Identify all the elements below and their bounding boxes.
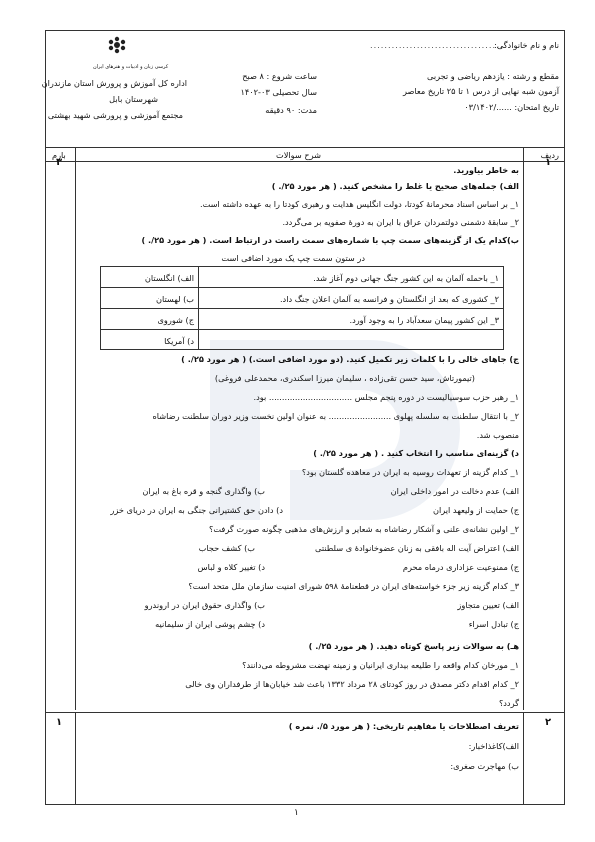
q1d-option-2c: ج) ممنوعیت عزاداری درماه محرم [402,562,519,572]
q1d-option-2a: الف) اعتراض آیت اله بافقی به زنان عضوخانوادهٔ ی سلطنتی [315,543,519,553]
divider-score [75,148,76,710]
q1d-option-3d: د) چشم پوشی ایران از سلیمانیه [155,619,265,629]
grade-field: مقطع و رشته : یازدهم ریاضی و تجربی [427,71,559,81]
q1c-title: ج) جاهای خالی را با کلمات زیر تکمیل کنید. (دو مورد اضافی است.) ( هر مورد ۲۵/. ) [181,354,519,364]
q1d-option-3a: الف) تعیین متجاوز [457,600,519,610]
q1d-option-1a: الف) عدم دخالت در امور داخلی ایران [390,486,519,496]
q1b-title: ب)کدام یک از گزینه‌های سمت چپ با شماره‌های سمت راست در ارتباط است. ( هر مورد ۲۵/. ) [141,235,519,245]
q1e-title: هـ) به سوالات زیر پاسخ کوتاه دهید. ( هر مورد ۲۵/. ) [308,641,519,651]
q1a-title: الف) جمله‌های صحیح یا غلط را مشخص کنید. ( هر مورد ۲۵/. ) [271,181,519,191]
q1c-item-2: ۲_ با انتقال سلطنت به سلسله پهلوی ........................ به عنوان اولین نخست وزیر دوران سلطنت رضاشاه [152,411,519,421]
q1d-option-1c: ج) حمایت از ولیعهد ایران [432,505,519,515]
student-name-label: نام و نام خانوادگی: [494,40,559,50]
org-line-2: شهرستان بابل [109,94,158,104]
q1e-item-2: ۲_ کدام اقدام دکتر مصدق در روز کودتای ۲۸ مرداد ۱۳۳۲ باعث شد خیابان‌ها از طرفداران وی خالی [185,679,519,689]
match-left-2: ب) لهستان [155,294,194,304]
ministry-logo-icon [100,36,134,62]
q2-score: ۱ [56,717,63,728]
column-desc: شرح سوالات [276,150,322,160]
student-name-dots: ...................................... [370,40,507,50]
org-line-1: اداره کل آموزش و پرورش استان مازندران [41,78,187,88]
q1e-item-1: ۱_ مورخان کدام واقعه را طلیعه بیداری ایرانیان و زمینه نهضت مشروطه می‌دانند؟ [242,660,519,670]
match-right-2: ۲_ کشوری که بعد از انگلستان و فرانسه به آلمان اعلان جنگ داد. [279,294,499,304]
q2-number: ۲ [545,717,552,728]
logo-caption: کرسی زبان و ادبیات و هنرهای ایران [93,64,169,70]
q1d-question-3: ۳_ کدام گزینه زیر جزء خواسته‌های ایران در قطعنامهٔ ۵۹۸ شورای امنیت سازمان ملل متحد است؟ [188,581,519,591]
q1d-option-2b: ب) کشف حجاب [198,543,255,553]
q1a-item-1: ۱_ بر اساس اسناد محرمانهٔ کودتا، دولت انگلیس هدایت و رهبری کودتا را به عهده داشته است. [199,199,519,209]
q1b-note: در ستون سمت چپ یک مورد اضافی است [221,253,365,263]
org-line-3: مجتمع آموزشی و پرورشی شهید بهشتی [47,110,183,120]
school-year: سال تحصیلی ۰۳-۱۴۰۲ [240,87,317,97]
match-right-3: ۳_ این کشور پیمان سعدآباد را به وجود آورد. [349,315,499,325]
q1-intro: به خاطر بیاورید. [453,165,519,175]
matching-row-line [100,287,504,288]
page-number: ۱ [294,808,299,818]
divider-row-2 [523,712,524,805]
exam-description: آزمون شبه نهایی از درس ۱ تا ۲۵ تاریخ معاصر [402,86,559,96]
duration: مدت: ۹۰ دقیقه [265,105,317,115]
q1d-question-1: ۱_ کدام گزینه از تعهدات روسیه به ایران در معاهده گلستان بود؟ [301,467,519,477]
q1a-item-2: ۲_ سابقهٔ دشمنی دولتمردان عراق با ایران به دورهٔ صفویه بر می‌گردد. [282,217,519,227]
q1d-title: د) گزینه‌ای مناسب را انتخاب کنید . ( هر مورد ۲۵/. ) [313,448,519,458]
matching-row-line [100,329,504,330]
match-left-3: ج) شوروی [157,315,194,325]
q2-title: تعریف اصطلاحات یا مفاهیم تاریخی: ( هر مورد ۵/. نمره ) [288,721,519,731]
match-left-4: د) آمریکا [164,336,194,346]
q1d-option-3b: ب) واگذاری حقوق ایران در اروندرو [144,600,265,610]
match-right-1: ۱_ باحمله آلمان به این کشور جنگ جهانی دوم آغاز شد. [313,273,499,283]
start-time: ساعت شروع : ۸ صبح [242,71,317,81]
q1d-option-1b: ب) واگذاری گنجه و قره باغ به ایران [142,486,265,496]
divider-score-2 [75,712,76,805]
divider-row [523,148,524,710]
q1d-question-2: ۲_ اولین نشانه‌ی علنی و آشکار رضاشاه به شعایر و ارزش‌های مذهبی چگونه صورت گرفت؟ [209,524,519,534]
q1d-option-3c: ج) تبادل اسراء [468,619,519,629]
q1-score: ۳ [56,157,63,168]
q1c-word-bank: (تیمورتاش، سید حسن تقی‌زاده ، سلیمان میرزا اسکندری، محمدعلی فروغی) [214,373,475,383]
q1e-item-2-cont: گردد؟ [498,698,519,708]
q1d-option-1d: د) دادن حق کشتیرانی جنگی به ایران در دریای خزر [110,505,283,515]
column-row: ردیف [540,150,559,160]
q1d-option-2d: د) تغییر کلاه و لباس [197,562,265,572]
exam-date: تاریخ امتحان: ....../۰۳/۱۴۰۲ [464,102,559,112]
q1-number: ۱ [545,157,552,168]
q2-item-a: الف)کاغذاخبار: [468,741,519,751]
q1c-item-1: ۱_ رهبر حزب سوسیالیست در دوره پنجم مجلس ................................ بود. [253,392,519,402]
column-score: بارم [52,150,66,160]
question-divider [45,712,565,713]
q1c-item-2-cont: منصوب شد. [476,430,519,440]
q2-item-b: ب) مهاجرت صغری: [450,761,519,771]
matching-row-line [100,308,504,309]
match-left-1: الف) انگلستان [144,273,194,283]
